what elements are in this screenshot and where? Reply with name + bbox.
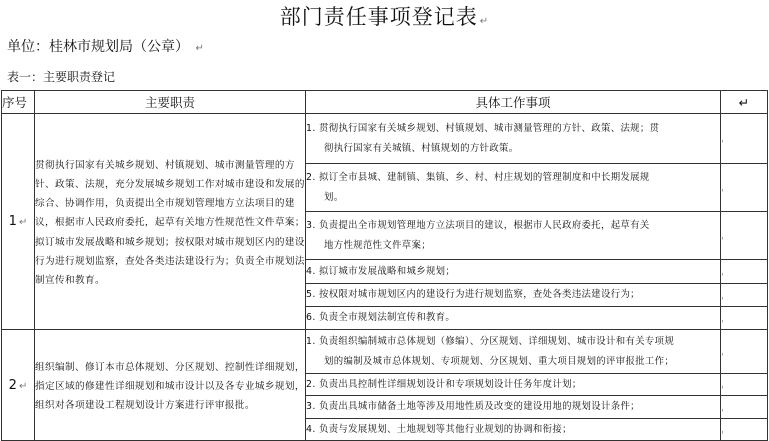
header-work-items: 具体工作事项 bbox=[306, 91, 721, 114]
work-item: 4. 负责与发展规划、土地规划等其他行业规划的协调和衔接； bbox=[306, 419, 721, 441]
work-item: 2. 负责出具控制性详细规划设计和专项规划设计任务年度计划； bbox=[306, 374, 721, 396]
extra-cell: ˌ bbox=[721, 114, 768, 164]
extra-cell: ˌ bbox=[721, 284, 768, 307]
unit-line: 单位：桂林市规划局（公章） ↵ bbox=[7, 39, 204, 55]
row-number: 1 ↵ bbox=[2, 114, 35, 330]
work-item: 6. 负责全市规划法制宣传和教育。 bbox=[306, 307, 721, 330]
work-item: 3. 负责出具城市储备土地等涉及用地性质及改变的建设用地的规划设计条件； bbox=[306, 396, 721, 419]
document-title: 部门责任事项登记表 ↵ bbox=[279, 5, 490, 29]
header-extra: ↵ bbox=[721, 91, 768, 114]
extra-cell: ˌ bbox=[721, 212, 768, 260]
extra-cell: ˌ bbox=[721, 307, 768, 330]
work-item: 3. 负责提出全市规划管理地方立法项目的建议，根据市人民政府委托，起草有关 地方性规范性文件草案； bbox=[306, 212, 721, 260]
header-main-duty: 主要职责 bbox=[35, 91, 306, 114]
extra-cell: ˌ bbox=[721, 164, 768, 212]
work-item: 4. 拟订城市发展战略和城乡规划； bbox=[306, 260, 721, 284]
extra-cell: ˌ bbox=[721, 396, 768, 419]
work-item: 5. 按权限对城市规划区内的建设行为进行规划监察，查处各类违法建设行为； bbox=[306, 284, 721, 307]
table-header-row bbox=[2, 91, 768, 114]
header-number: 序号 bbox=[2, 91, 35, 114]
extra-cell: ˌ bbox=[721, 419, 768, 441]
table-caption: 表一：主要职责登记 bbox=[7, 70, 116, 84]
work-item: 1. 负责组织编制城市总体规划（修编）、分区规划、详细规划、城市设计和有关专项规 划的编制及城市总体规划、专项规划、分区规划、重大项目规划的评审报批工作； bbox=[306, 330, 721, 374]
extra-cell: ˌ bbox=[721, 374, 768, 396]
extra-cell: ˌ bbox=[721, 330, 768, 374]
table-row bbox=[2, 330, 768, 374]
main-duty-cell: 贯彻执行国家有关城乡规划、村镇规划、城市测量管理的方针、政策、法规，充分发展城乡规划工作对城市建设和发展的综合、协调作用，负责提出全市规划管理地方立法项目的建议，根据市人民政府委托，起草有关地方性规范性文件草案；拟订城市发展战略和城乡规划；按权限对城市规划区内的建设行为进行规划监察，查处各类违法建设行为；负责全市规划法制宣传和教育。 bbox=[35, 114, 306, 330]
table-row bbox=[2, 114, 768, 164]
row-number: 2 ↵ bbox=[2, 330, 35, 441]
work-item: 2. 拟订全市县城、建制镇、集镇、乡、村、村庄规划的管理制度和中长期发展规 划。 bbox=[306, 164, 721, 212]
responsibility-table bbox=[1, 90, 768, 441]
main-duty-cell: 组织编制、修订本市总体规划、分区规划、控制性详细规划，指定区域的修建性详细规划和城市设计以及各专业城乡规划，组织对各项建设工程规划设计方案进行评审报批。 bbox=[35, 330, 306, 441]
work-item: 1. 贯彻执行国家有关城乡规划、村镇规划、城市测量管理的方针、政策、法规；贯 彻执行国家有关城镇、村镇规划的方针政策。 bbox=[306, 114, 721, 164]
extra-cell: ˌ bbox=[721, 260, 768, 284]
